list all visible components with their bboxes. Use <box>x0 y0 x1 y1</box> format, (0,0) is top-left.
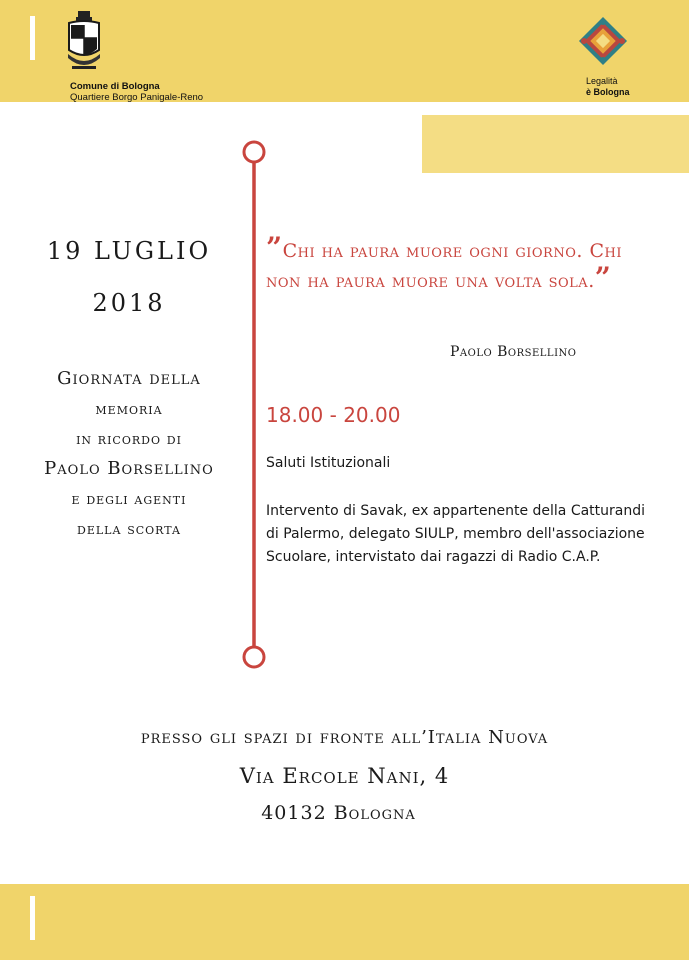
band-accent-bar <box>30 896 35 940</box>
bologna-crest-icon <box>66 10 102 80</box>
legalita-line2: è Bologna <box>586 87 630 97</box>
event-date-year: 2018 <box>92 289 166 317</box>
legalita-line1: Legalità <box>586 76 618 86</box>
comune-label <box>70 81 203 103</box>
event-time: 18.00 - 20.00 <box>266 403 401 427</box>
commemoration-line: memoria <box>95 400 163 418</box>
quote-text: Chi ha paura muore ogni giorno. Chi non ha paura muore una volta sola. <box>266 240 622 292</box>
commemoration-line: Paolo Borsellino <box>44 458 214 479</box>
venue-city: 40132 Bologna <box>261 802 416 824</box>
commemoration-text <box>24 364 234 544</box>
venue-street: Via Ercole Nani, 4 <box>239 764 450 788</box>
quote-open-mark: ” <box>266 231 283 264</box>
quote <box>266 231 626 296</box>
quartiere-name: Quartiere Borgo Panigale-Reno <box>70 92 204 103</box>
program-item: Saluti Istituzionali <box>266 455 391 471</box>
commemoration-line: in ricordo di <box>76 430 182 448</box>
legalita-logo-icon <box>578 16 628 66</box>
commemoration-line: Giornata della <box>57 368 201 389</box>
legalita-label <box>586 76 630 98</box>
bottom-band <box>0 884 689 960</box>
event-date-day-month: 19 LUGLIO <box>46 237 212 265</box>
decorative-block <box>422 115 689 173</box>
commemoration-line: della scorta <box>77 520 181 538</box>
program-item: Intervento di Savak, ex appartenente della Catturandi di Palermo, delegato SIULP, membro dell'associazione Scuolare, intervistato dai ragazzi di Radio C.A.P. <box>266 503 646 565</box>
venue-description: presso gli spazi di fronte all’Italia Nuova <box>140 727 549 748</box>
quote-close-mark: ” <box>594 261 612 294</box>
band-accent-bar <box>30 16 35 60</box>
quote-author: Paolo Borsellino <box>450 344 577 360</box>
comune-name: Comune di Bologna <box>70 81 160 92</box>
commemoration-line: e degli agenti <box>71 490 187 508</box>
